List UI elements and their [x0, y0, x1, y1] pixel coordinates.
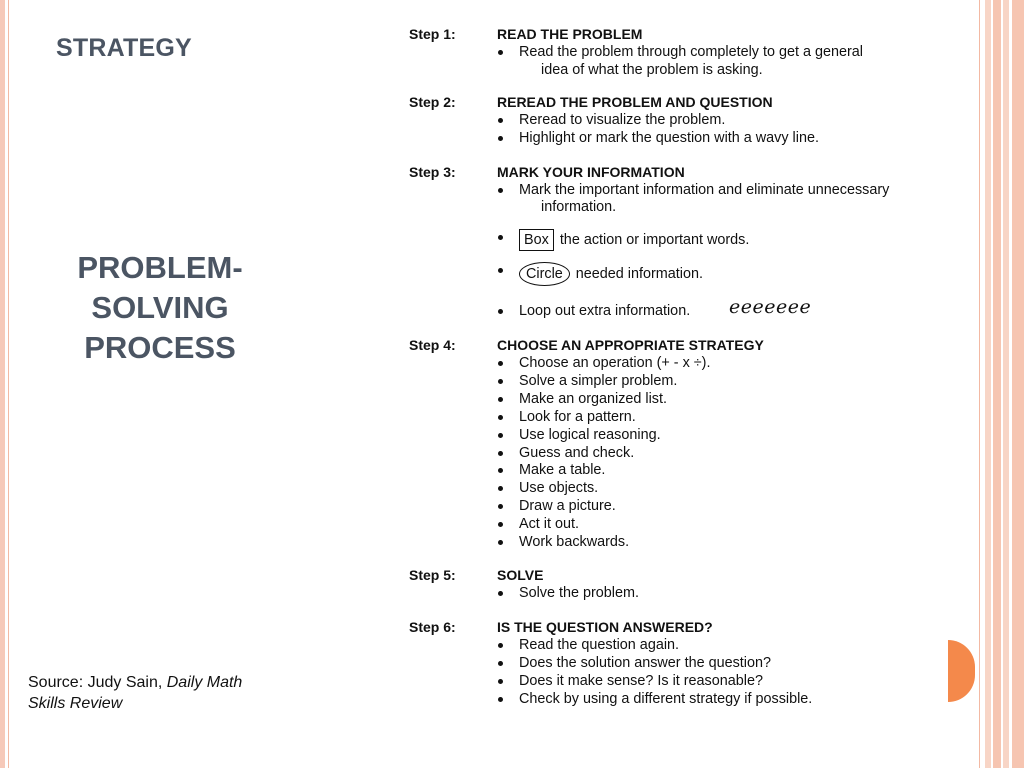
- frame-right-stripe: [1012, 0, 1024, 768]
- circled-word-example: Circle: [519, 262, 570, 286]
- frame-left-line: [8, 0, 9, 768]
- bullet-item: Loop out extra information.: [519, 303, 691, 319]
- step-title: READ THE PROBLEM: [497, 26, 643, 42]
- slide-title-line: PROBLEM-: [77, 250, 243, 285]
- step-title: SOLVE: [497, 567, 544, 583]
- source-book-title: Daily Math: [166, 674, 243, 691]
- bullet-item: Make a table.: [519, 462, 606, 478]
- step-label: Step 3:: [409, 164, 456, 180]
- bullet-item: Use logical reasoning.: [519, 427, 661, 443]
- bullet-item: Choose an operation (+ - x ÷).: [519, 355, 711, 371]
- bullet-continuation: idea of what the problem is asking.: [541, 62, 763, 78]
- step-title: REREAD THE PROBLEM AND QUESTION: [497, 94, 773, 110]
- bullet-item: [519, 229, 749, 251]
- bullet-item: Draw a picture.: [519, 498, 616, 514]
- bullet-text: needed information.: [575, 266, 703, 282]
- frame-right-stripe: [1003, 0, 1009, 768]
- bullet-item: Check by using a different strategy if possible.: [519, 691, 813, 707]
- bullet-item: Act it out.: [519, 516, 579, 532]
- bullet-item: Solve a simpler problem.: [519, 373, 678, 389]
- frame-left-stripe: [0, 0, 5, 768]
- slide-title: [40, 248, 280, 368]
- boxed-word-example: Box: [519, 229, 554, 251]
- bullet-item: Work backwards.: [519, 534, 630, 550]
- step-title: CHOOSE AN APPROPRIATE STRATEGY: [497, 337, 764, 353]
- slide-heading: STRATEGY: [56, 34, 192, 62]
- bullet-item: Mark the important information and eliminate unnecessary: [519, 182, 890, 198]
- frame-right-line: [979, 0, 980, 768]
- bullet-item: [519, 262, 703, 286]
- loop-sample-text: eeeeeee: [729, 296, 812, 318]
- source-prefix: Source: Judy Sain,: [28, 674, 167, 691]
- bullet-item: Make an organized list.: [519, 391, 667, 407]
- bullet-item: Reread to visualize the problem.: [519, 112, 726, 128]
- slide-title-line: PROCESS: [84, 330, 236, 365]
- step-label: Step 4:: [409, 337, 456, 353]
- bullet-item: Does it make sense? Is it reasonable?: [519, 673, 763, 689]
- bullet-item: Use objects.: [519, 480, 599, 496]
- step-title: MARK YOUR INFORMATION: [497, 164, 685, 180]
- bullet-item: Guess and check.: [519, 445, 635, 461]
- bullet-item: Does the solution answer the question?: [519, 655, 771, 671]
- step-label: Step 6:: [409, 619, 456, 635]
- bullet-continuation: information.: [541, 199, 617, 215]
- frame-right-stripe: [993, 0, 1001, 768]
- bullet-item: Read the question again.: [519, 637, 680, 653]
- step-label: Step 2:: [409, 94, 456, 110]
- strategy-document: [409, 0, 949, 768]
- step-label: Step 1:: [409, 26, 456, 42]
- bullet-item: Highlight or mark the question with a wavy line.: [519, 130, 819, 146]
- slide-accent-tab: [948, 640, 975, 702]
- step-label: Step 5:: [409, 567, 456, 583]
- bullet-item: Solve the problem.: [519, 585, 639, 601]
- source-citation: [28, 672, 242, 714]
- step-title: IS THE QUESTION ANSWERED?: [497, 619, 713, 635]
- frame-right-stripe: [985, 0, 991, 768]
- bullet-text: the action or important words.: [559, 232, 750, 248]
- source-book-title: Skills Review: [28, 695, 123, 712]
- bullet-item: Look for a pattern.: [519, 409, 636, 425]
- slide-title-line: SOLVING: [91, 290, 229, 325]
- bullet-item: Read the problem through completely to get a general: [519, 44, 863, 60]
